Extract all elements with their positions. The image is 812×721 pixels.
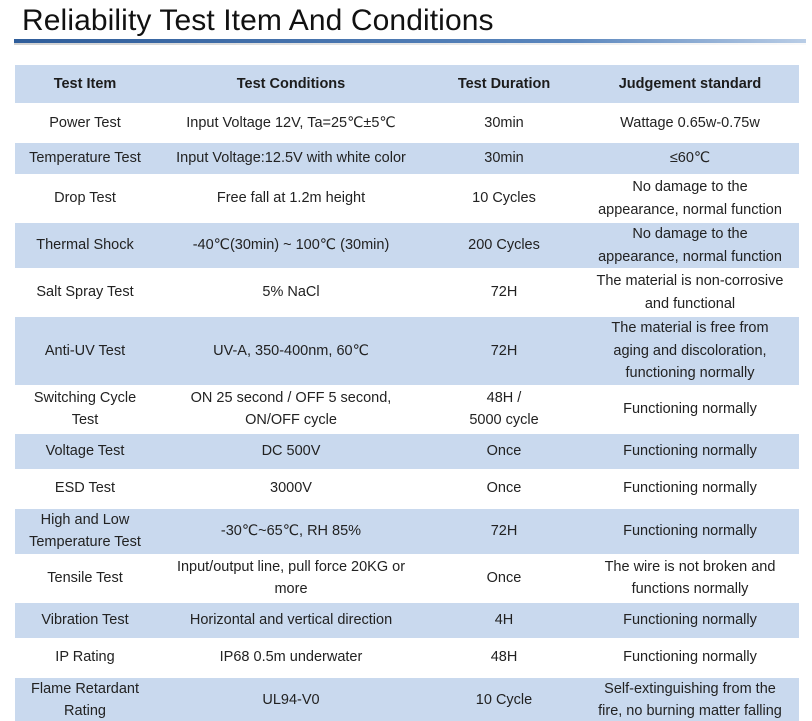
cell-judgement: No damage to the appearance, normal function [581, 175, 799, 222]
cell-test-duration: 4H [427, 602, 581, 639]
cell-test-duration: Once [427, 433, 581, 470]
cell-test-item: Anti-UV Test [15, 316, 155, 386]
cell-test-conditions: DC 500V [155, 433, 427, 470]
cell-test-item: Flame Retardant Rating [15, 677, 155, 721]
cell-test-item: ESD Test [15, 470, 155, 508]
cell-judgement: Functioning normally [581, 470, 799, 508]
cell-test-duration: Once [427, 555, 581, 602]
header-judgement-standard: Judgement standard [581, 65, 799, 104]
cell-test-item: Tensile Test [15, 555, 155, 602]
cell-test-item: Vibration Test [15, 602, 155, 639]
cell-test-item: Salt Spray Test [15, 269, 155, 316]
header-test-item: Test Item [15, 65, 155, 104]
cell-judgement: The material is free from aging and discoloration, functioning normally [581, 316, 799, 386]
cell-test-duration: 10 Cycle [427, 677, 581, 721]
cell-test-conditions: Horizontal and vertical direction [155, 602, 427, 639]
page-title: Reliability Test Item And Conditions [22, 4, 494, 37]
cell-test-conditions: 5% NaCl [155, 269, 427, 316]
table-header-row [15, 65, 799, 104]
cell-test-duration: 10 Cycles [427, 175, 581, 222]
cell-test-duration: Once [427, 470, 581, 508]
cell-judgement: Functioning normally [581, 602, 799, 639]
table-row [15, 175, 799, 222]
header-test-duration: Test Duration [427, 65, 581, 104]
cell-test-conditions: IP68 0.5m underwater [155, 639, 427, 677]
table-row [15, 508, 799, 555]
cell-test-conditions: -40℃(30min) ~ 100℃ (30min) [155, 222, 427, 269]
title-underline-shadow [14, 43, 806, 45]
cell-test-item: High and Low Temperature Test [15, 508, 155, 555]
cell-test-duration: 48H [427, 639, 581, 677]
cell-test-item: Switching Cycle Test [15, 386, 155, 433]
table-row [15, 639, 799, 677]
table-row [15, 555, 799, 602]
cell-judgement: The material is non-corrosive and functional [581, 269, 799, 316]
table-row [15, 104, 799, 142]
table-row [15, 677, 799, 721]
cell-test-item: IP Rating [15, 639, 155, 677]
cell-test-item: Drop Test [15, 175, 155, 222]
cell-test-conditions: Input Voltage:12.5V with white color [155, 142, 427, 175]
cell-judgement: Functioning normally [581, 639, 799, 677]
table-row [15, 433, 799, 470]
table-row [15, 316, 799, 386]
cell-test-conditions: Input Voltage 12V, Ta=25℃±5℃ [155, 104, 427, 142]
table-row [15, 386, 799, 433]
cell-test-item: Thermal Shock [15, 222, 155, 269]
cell-test-duration: 72H [427, 316, 581, 386]
cell-test-item: Voltage Test [15, 433, 155, 470]
cell-judgement: Self-extinguishing from the fire, no burning matter falling [581, 677, 799, 721]
cell-judgement: Functioning normally [581, 508, 799, 555]
reliability-test-table [15, 65, 799, 721]
cell-test-duration: 48H / 5000 cycle [427, 386, 581, 433]
cell-judgement: The wire is not broken and functions normally [581, 555, 799, 602]
cell-test-conditions: Input/output line, pull force 20KG or more [155, 555, 427, 602]
cell-test-duration: 200 Cycles [427, 222, 581, 269]
cell-test-item: Power Test [15, 104, 155, 142]
cell-test-conditions: UV-A, 350-400nm, 60℃ [155, 316, 427, 386]
table-row [15, 142, 799, 175]
table-row [15, 222, 799, 269]
cell-judgement: Functioning normally [581, 433, 799, 470]
table-row [15, 269, 799, 316]
cell-judgement: Functioning normally [581, 386, 799, 433]
cell-test-conditions: Free fall at 1.2m height [155, 175, 427, 222]
cell-test-conditions: -30℃~65℃, RH 85% [155, 508, 427, 555]
cell-test-conditions: 3000V [155, 470, 427, 508]
cell-test-duration: 72H [427, 508, 581, 555]
cell-judgement: No damage to the appearance, normal function [581, 222, 799, 269]
cell-test-conditions: UL94-V0 [155, 677, 427, 721]
cell-judgement: Wattage 0.65w-0.75w [581, 104, 799, 142]
cell-test-duration: 30min [427, 104, 581, 142]
header-test-conditions: Test Conditions [155, 65, 427, 104]
table-row [15, 470, 799, 508]
table-row [15, 602, 799, 639]
cell-test-conditions: ON 25 second / OFF 5 second, ON/OFF cycle [155, 386, 427, 433]
cell-test-item: Temperature Test [15, 142, 155, 175]
cell-test-duration: 72H [427, 269, 581, 316]
cell-judgement: ≤60℃ [581, 142, 799, 175]
cell-test-duration: 30min [427, 142, 581, 175]
